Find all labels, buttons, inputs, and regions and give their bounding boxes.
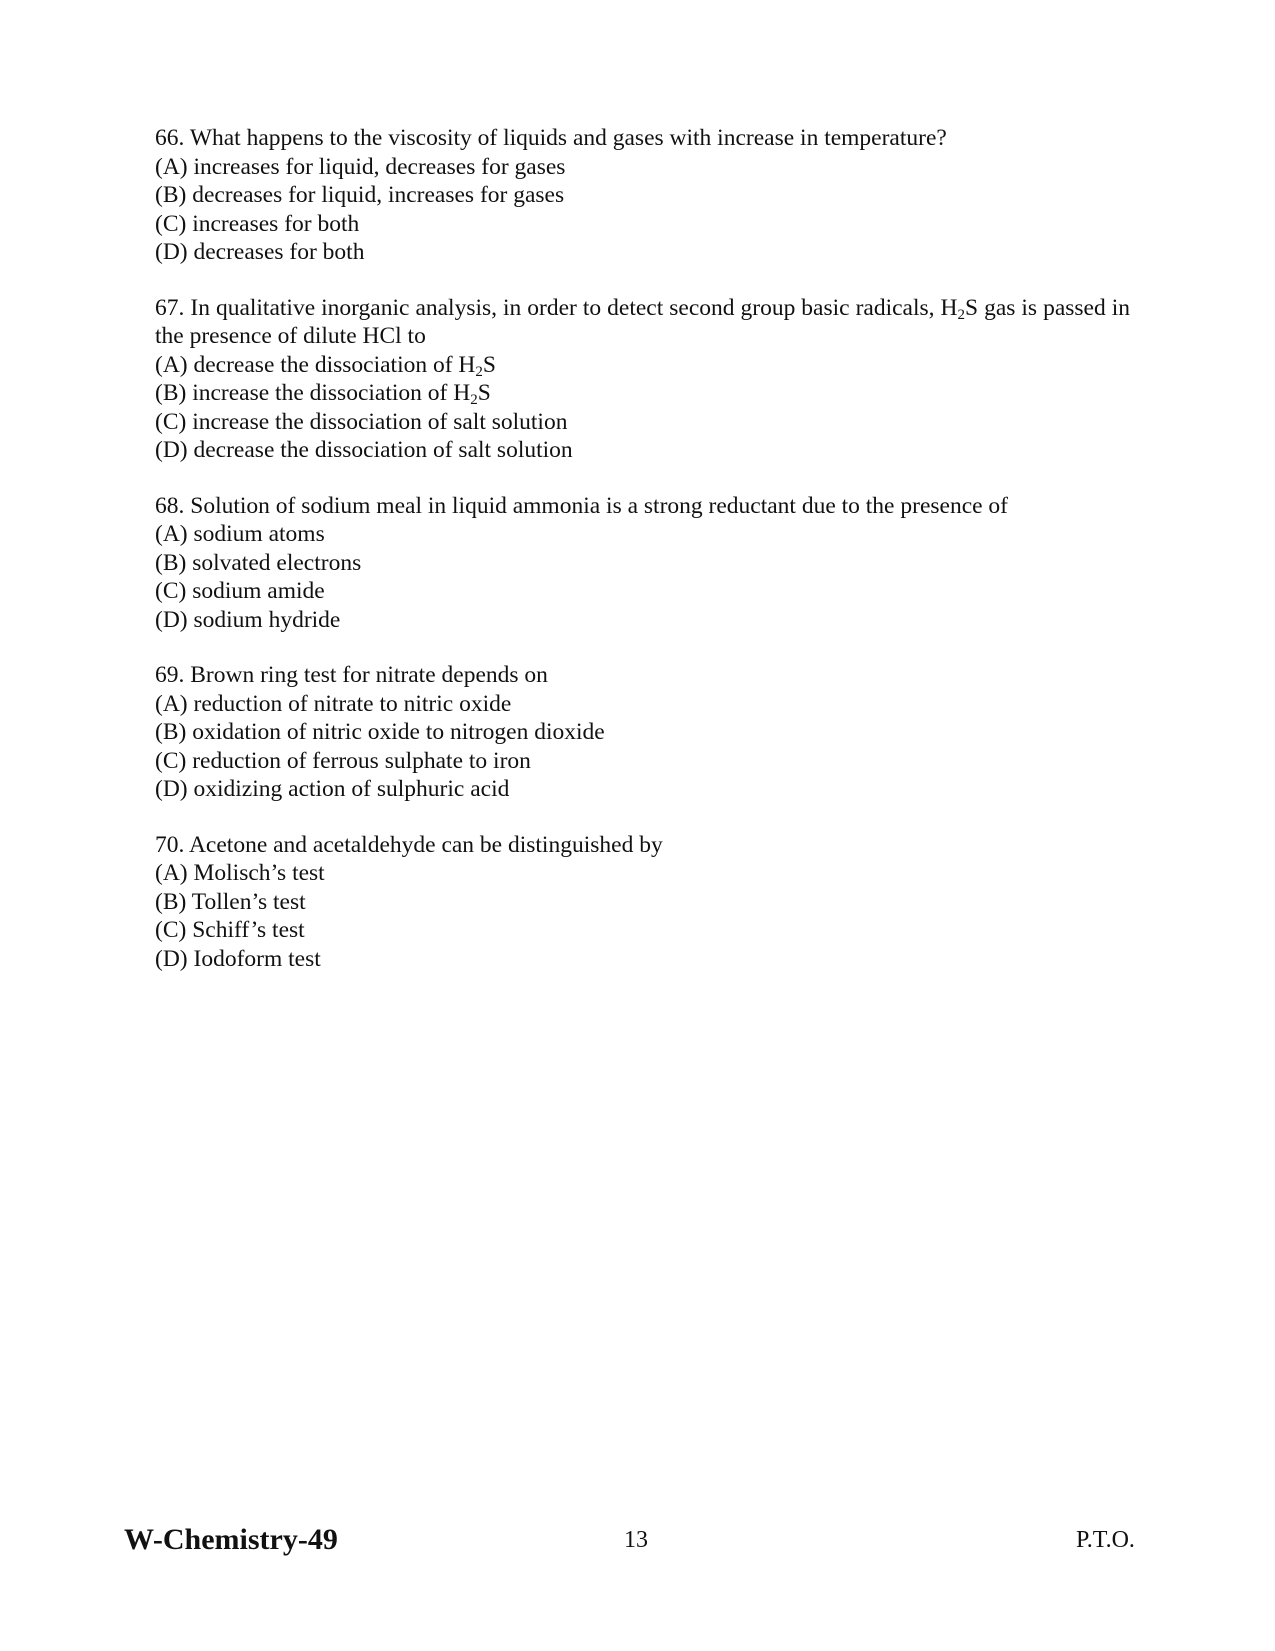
option-c: (C) increase the dissociation of salt solution	[155, 408, 568, 435]
option-d: (D) sodium hydride	[155, 606, 341, 633]
question-text: 70. Acetone and acetaldehyde can be distinguished by	[155, 831, 663, 858]
option-text: (A) decrease the dissociation of H	[155, 351, 476, 378]
option-a	[155, 351, 1130, 380]
option-b: (B) decreases for liquid, increases for gases	[155, 182, 565, 208]
question-70	[155, 831, 1130, 974]
option-c: (C) increases for both	[155, 210, 360, 237]
question-text: 66. What happens to the viscosity of liquids and gases with increase in temperature?	[155, 125, 947, 151]
option-c: (C) reduction of ferrous sulphate to iron	[155, 747, 531, 774]
option-b: (B) oxidation of nitric oxide to nitrogen dioxide	[155, 719, 605, 745]
subscript: 2	[470, 392, 478, 408]
option-c: (C) Schiff’s test	[155, 917, 305, 943]
option-a: (A) reduction of nitrate to nitric oxide	[155, 690, 512, 717]
paper-code: W-Chemistry-49	[124, 1523, 338, 1556]
option-a: (A) Molisch’s test	[155, 860, 325, 886]
option-a: (A) sodium atoms	[155, 521, 325, 547]
please-turn-over: P.T.O.	[1076, 1527, 1135, 1553]
question-text-part: 67. In qualitative inorganic analysis, in order to detect second group basic radicals, H	[155, 294, 958, 321]
question-text	[155, 294, 1130, 351]
question-69	[155, 661, 1130, 804]
option-d: (D) oxidizing action of sulphuric acid	[155, 776, 510, 802]
option-c: (C) sodium amide	[155, 578, 325, 604]
option-b	[155, 379, 1130, 408]
option-d: (D) decrease the dissociation of salt solution	[155, 437, 573, 463]
question-sheet	[155, 124, 1130, 1000]
question-text: 68. Solution of sodium meal in liquid ammonia is a strong reductant due to the presence of	[155, 492, 1009, 519]
option-b: (B) Tollen’s test	[155, 888, 306, 915]
question-text: 69. Brown ring test for nitrate depends on	[155, 662, 548, 688]
page-footer	[0, 1522, 1275, 1562]
subscript: 2	[957, 306, 966, 323]
option-a: (A) increases for liquid, decreases for gases	[155, 153, 566, 180]
option-b: (B) solvated electrons	[155, 549, 362, 576]
option-d: (D) Iodoform test	[155, 945, 321, 972]
option-text: S	[477, 380, 491, 406]
page-number: 13	[624, 1527, 648, 1553]
option-text: (B) increase the dissociation of H	[155, 380, 471, 406]
question-68	[155, 492, 1130, 635]
question-66	[155, 124, 1130, 267]
option-d: (D) decreases for both	[155, 239, 365, 265]
option-text: S	[482, 351, 496, 378]
question-67	[155, 294, 1130, 465]
question-text-part: S gas is passed in the presence of dilute HCl to	[155, 294, 1130, 349]
subscript: 2	[475, 363, 483, 380]
